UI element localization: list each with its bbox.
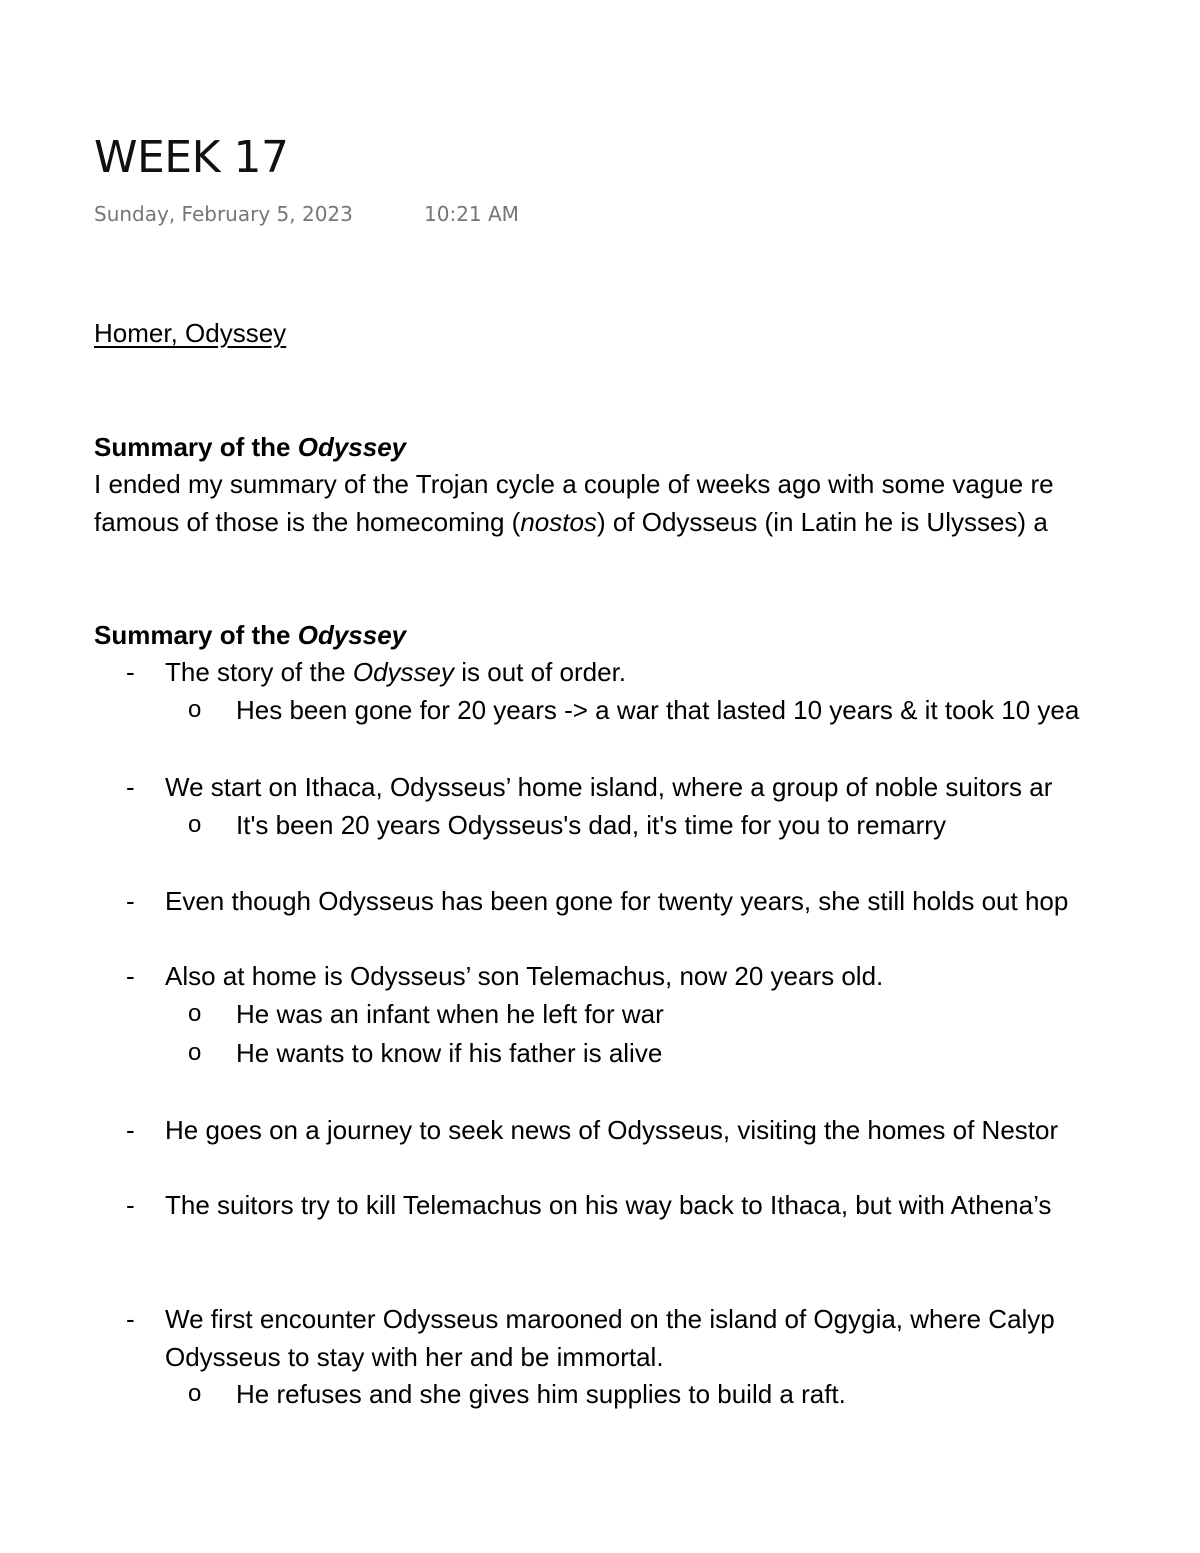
bullet-marker: -	[126, 961, 135, 991]
sub-bullet-marker: o	[188, 1000, 202, 1027]
bullet-4-text: Also at home is Odysseus’ son Telemachus, now 20 years old.	[165, 961, 884, 991]
note-time: 10:21 AM	[424, 202, 519, 226]
subject-heading: Homer, Odyssey	[94, 318, 287, 348]
bullet-7-text-line2: Odysseus to stay with her and be immortal.	[165, 1342, 664, 1372]
bullet-2-text: We start on Ithaca, Odysseus’ home island, where a group of noble suitors ar	[165, 772, 1053, 802]
sub-bullet-marker: o	[188, 811, 202, 838]
bullet-6-text: The suitors try to kill Telemachus on his way back to Ithaca, but with Athena’s	[165, 1190, 1052, 1220]
section1-para-line2-a: famous of those is the homecoming (	[94, 507, 521, 537]
bullet-3-text: Even though Odysseus has been gone for twenty years, she still holds out hop	[165, 886, 1069, 916]
bullet-7-text-line1: We first encounter Odysseus marooned on the island of Ogygia, where Calyp	[165, 1304, 1055, 1334]
bullet-marker: -	[126, 1115, 135, 1145]
bullet-1-sub-1: Hes been gone for 20 years -> a war that lasted 10 years & it took 10 yea	[236, 695, 1080, 725]
page-title: WEEK 17	[94, 132, 289, 183]
section2-heading-italic: Odyssey	[297, 620, 407, 650]
sub-bullet-marker: o	[188, 1380, 202, 1407]
bullet-1-text	[165, 657, 626, 687]
section1-paragraph-line2	[94, 507, 1048, 537]
bullet-marker: -	[126, 1304, 135, 1334]
bullet-1-a: The story of the	[165, 657, 353, 687]
sub-bullet-marker: o	[188, 1039, 202, 1066]
section1-heading	[94, 432, 406, 462]
bullet-1-b: is out of order.	[454, 657, 627, 687]
bullet-marker: -	[126, 1190, 135, 1220]
bullet-marker: -	[126, 657, 135, 687]
bullet-marker: -	[126, 772, 135, 802]
section2-heading-prefix: Summary of the	[94, 620, 298, 650]
bullet-4-sub-1: He was an infant when he left for war	[236, 999, 664, 1029]
section1-heading-italic: Odyssey	[297, 432, 407, 462]
section2-heading	[94, 620, 406, 650]
section1-paragraph-line1: I ended my summary of the Trojan cycle a couple of weeks ago with some vague re	[94, 469, 1054, 499]
section1-heading-prefix: Summary of the	[94, 432, 298, 462]
section1-para-line2-italic: nostos	[520, 507, 597, 537]
bullet-5-text: He goes on a journey to seek news of Odysseus, visiting the homes of Nestor	[165, 1115, 1059, 1145]
bullet-1-italic: Odyssey	[352, 657, 455, 687]
bullet-4-sub-2: He wants to know if his father is alive	[236, 1038, 663, 1068]
bullet-marker: -	[126, 886, 135, 916]
section1-para-line2-b: ) of Odysseus (in Latin he is Ulysses) a	[596, 507, 1048, 537]
note-date: Sunday, February 5, 2023	[94, 202, 353, 226]
bullet-2-sub-1: It's been 20 years Odysseus's dad, it's time for you to remarry	[236, 810, 946, 840]
bullet-7-sub-1: He refuses and she gives him supplies to build a raft.	[236, 1379, 846, 1409]
sub-bullet-marker: o	[188, 696, 202, 723]
